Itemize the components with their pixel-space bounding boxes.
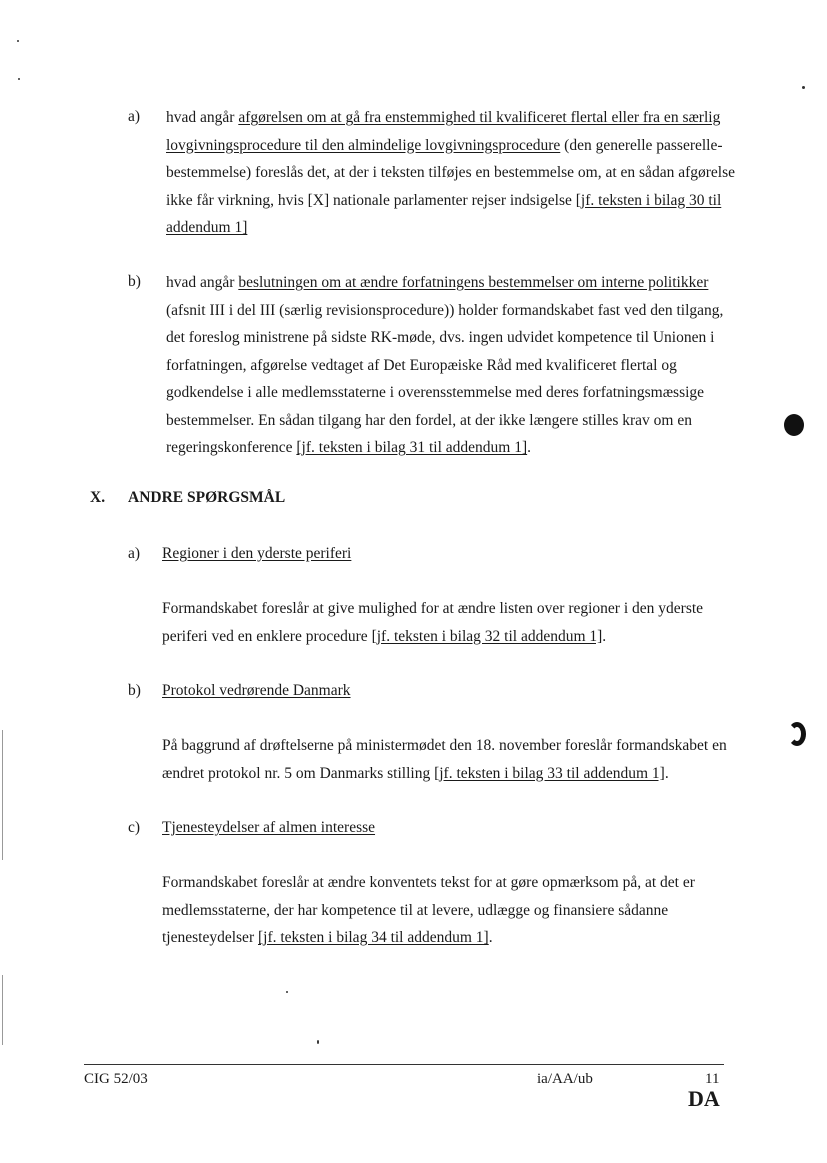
scan-speck bbox=[286, 991, 288, 993]
subitem-title: Regioner i den yderste periferi bbox=[162, 545, 352, 562]
item-label: a) bbox=[128, 108, 141, 125]
item-body: hvad angår afgørelsen om at gå fra enstemmighed til kvalificeret flertal eller fra en særlig lovgivningsprocedure til den almindelige lovgivningsprocedure (den generelle passerelle-bestemmelse) foreslås det, at der i teksten tilføjes en bestemmelse om, at en sådan afgørelse ikke får virkning, hvis [X] nationale parlamenter rejser indsigelse [jf. teksten i bilag 30 til addendum 1] bbox=[166, 109, 735, 236]
footer-language-code: DA bbox=[688, 1086, 720, 1111]
annex-reference: [jf. teksten i bilag 32 til addendum 1] bbox=[371, 627, 603, 645]
annex-reference: [jf. teksten i bilag 33 til addendum 1] bbox=[434, 764, 665, 782]
section-heading bbox=[90, 489, 285, 507]
subitem-title: Tjenesteydelser af almen interesse bbox=[162, 819, 376, 836]
footer-page-number: 11 bbox=[705, 1071, 720, 1087]
underlined-phrase: afgørelsen om at gå fra enstemmighed til kvalificeret flertal eller fra en særlig lovgivningsprocedure til den almindelige lovgivningsprocedure bbox=[166, 109, 721, 154]
annex-reference: [jf. teksten i bilag 30 til addendum 1] bbox=[166, 191, 722, 236]
underlined-phrase: beslutningen om at ændre forfatningens bestemmelser om interne politikker bbox=[238, 274, 709, 291]
scan-speck bbox=[317, 1040, 319, 1044]
subitem-label: c) bbox=[128, 819, 141, 836]
section-title: ANDRE SPØRGSMÅL bbox=[128, 489, 286, 506]
scan-speck bbox=[18, 78, 20, 80]
scan-edge-line bbox=[2, 730, 3, 860]
footer-initials: ia/AA/ub bbox=[537, 1071, 593, 1087]
punch-hole-icon bbox=[784, 414, 804, 436]
annex-reference: [jf. teksten i bilag 31 til addendum 1] bbox=[296, 439, 528, 456]
subitem-paragraph: Formandskabet foreslår at give mulighed for at ændre listen over regioner i den yderste periferi ved en enklere procedure [jf. teksten i bilag 32 til addendum 1]. bbox=[162, 600, 704, 645]
subitem-label: a) bbox=[128, 545, 141, 562]
subitem-paragraph: På baggrund af drøftelserne på ministermødet den 18. november foreslår formandskabet en ændret protokol nr. 5 om Danmarks stilling [jf. teksten i bilag 33 til addendum 1]. bbox=[162, 737, 727, 782]
annex-reference: [jf. teksten i bilag 34 til addendum 1] bbox=[257, 929, 489, 946]
scan-speck bbox=[802, 86, 805, 89]
item-label: b) bbox=[128, 273, 141, 290]
section-number: X. bbox=[90, 489, 106, 506]
footer-rule bbox=[84, 1064, 724, 1065]
subitem-paragraph: Formandskabet foreslår at ændre konventets tekst for at gøre opmærksom på, at det er medlemsstaterne, der har kompetence til at levere, udlægge og finansiere sådanne tjenesteydelser [jf. teksten i bilag 34 til addendum 1]. bbox=[162, 874, 695, 946]
scan-edge-line bbox=[2, 975, 3, 1045]
punch-hole-icon bbox=[788, 722, 806, 746]
scan-speck bbox=[17, 40, 19, 42]
item-body: hvad angår beslutningen om at ændre forfatningens bestemmelser om interne politikker (afsnit III i del III (særlig revisionsprocedure)) holder formandskabet fast ved den tilgang, det foreslog ministrene på sidste RK-møde, dvs. ingen udvidet kompetence til Unionen i forfatningen, afgørelse vedtaget af Det Europæiske Råd med kvalificeret flertal og godkendelse i alle medlemsstaterne i overensstemmelse med deres forfatningsmæssige bestemmelser. En sådan tilgang har den fordel, at der ikke længere stilles krav om en regeringskonference [jf. teksten i bilag 31 til addendum 1]. bbox=[166, 274, 724, 456]
footer-doc-ref: CIG 52/03 bbox=[84, 1071, 148, 1087]
subitem-label: b) bbox=[128, 682, 141, 699]
subitem-title: Protokol vedrørende Danmark bbox=[162, 682, 351, 699]
